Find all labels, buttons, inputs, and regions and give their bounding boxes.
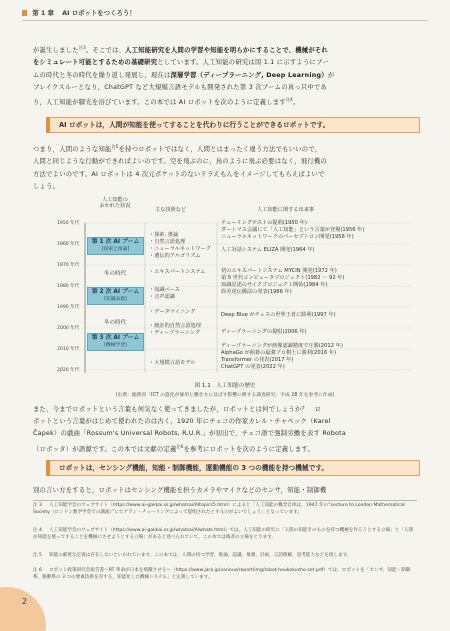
header-rule [22,20,428,21]
winter-label: 冬の時代 [103,320,127,326]
boom-sub: (知識表現) [104,297,127,302]
boom-label: 第 3 次 AI ブーム [91,335,140,341]
tech-item: ・探索, 推論 [149,232,179,238]
boom-sub: (探索と推論) [101,247,130,252]
p1-text: ブレイクスルーとなり，ChatGPT など大規模言語モデルも開発された第 3 次ブームの真っ只中であ [33,83,328,91]
footnote-ref-5: 注5 [111,144,119,149]
figure-source: (出典：総務省「ICT の進化が雇用と働き方に及ぼす影響に関する調査研究」平成 28 年を参考に作成) [115,393,335,398]
year-label: 1980 年代 [57,284,80,289]
event-item: ダートマス会議にて「人工知能」という言葉が登場(1956 年) [221,227,365,233]
tech-item: ・遺伝的アルゴリズム [149,253,201,259]
year-label: 1950 年代 [57,221,80,226]
tech-item: ・音声認識 [149,294,175,300]
year-label: 1990 年代 [57,305,80,310]
paragraph-2 [33,141,417,193]
year-label: 2010 年代 [57,347,80,352]
p1-bold-text: 人工知能研究を人間の学習や知能を明らかにすることで、機械がそれ [125,47,328,55]
tech-item: ・知識ベース [149,287,180,293]
footnote-5 [33,553,417,560]
col-header-events: 人工知能に関する出来事 [257,207,315,213]
event-item: 初のエキスパートシステム MYCIN 開発(1972 年) [221,268,337,274]
corner-decoration [0,587,46,631]
event-item: 知識記述のサイクプロジェクト開始(1984 年) [221,282,328,288]
tech-item: ・自然言語処理 [149,239,186,245]
footnote-text: 知能の厳密な定義は存在しないといわれています。この本では，人間の持つ学習，推論，認識，推測，計画，言語理解，思考能力などを指します。 [49,553,352,558]
footnote-3 [33,503,417,516]
tech-item: ・ニューラルネットワーク [149,246,211,252]
p1-text: り，人工知能が脚光を浴びています。この本では AI ロボットを次のように定義します [33,99,286,106]
definition-box-ai-robot [46,117,420,133]
p3-text: また，今までロボットという言葉も何気なく使ってきましたが，ロボットとは何でしょうか？ ロ [33,406,322,413]
event-item: ChatGPT の発表(2022 年) [221,364,285,370]
event-item: ディープラーニングが画像認識精度で圧勝(2012 年) [221,343,343,349]
paragraph-3 [33,404,417,456]
footnote-label: 注 6 [33,568,42,573]
definition-box-robot [46,460,420,476]
event-item: 第 5 世代コンピュータプロジェクト(1982 ～ 92 年) [221,275,345,281]
boom-sub: (機械学習) [104,343,127,348]
footnote-6 [33,568,417,581]
footnote-label: 注 4 [33,528,42,533]
boom-label: 第 2 次 AI ブーム [91,289,140,295]
p1-text: としています。人工知能の研究は図 1.1 に示すようにブー [157,59,329,67]
p3-text: （ロボッタ）が語源です。この本では文献の定義 [33,445,177,453]
p3-text: ボットという言葉がはじめて使われたのは古く，1920 年にチェコの作家カレル・チャペック（Karel [33,418,331,426]
tech-item: ・エキスパートシステム [149,269,206,275]
p2-text: 人間と同じような行動ができればよいのです。空を飛ぶのに，鳥のように飛ぶ必要はなく，飛行機の [33,158,327,166]
p2-text: つまり，人間のような知能 [33,146,112,154]
year-label: 2020 年代 [57,368,80,373]
p2-text: しょう。 [33,182,60,190]
definition-text: AI ロボットは，人間が知能を使ってすることを代わりに行うことができるロボットです。 [59,121,330,129]
footnote-text: 人工知能学会のウェブサイト（https://www.ai-gakkai.or.jp/whatsai/AIwhats.html）では，人工知能の研究に「人間の知能そのものを持つ機械を作ろうとする立場」と「人間が知能を使ってすることを機械にさせようとする立場」があると述べられていて，この本では後者の立場をとります。 [33,528,414,540]
p1-bold-text: 深層学習（ディープラーニング, Deep Learning） [170,71,328,79]
p1-text: 。そこでは、 [85,47,126,55]
year-label: 1970 年代 [57,263,80,268]
definition-text: ロボットは，センシング機能，知能・制御機能，運動機能の 3 つの機能を持つ機械です。 [59,464,329,472]
boom-block-2 [87,287,144,305]
footnote-label: 注 5 [33,553,42,558]
event-item: Transformer の発表(2017 年) [221,357,294,363]
p2-text: を持つロボットではなく，人間とはまったく違う方法でもいいので， [118,146,322,154]
p1-bold-text: をシミュレート可能とするための基礎研究 [33,59,158,67]
footnote-text: ロボット政策研究会報告書～RT 革命が日本を飛躍させる～（https://www.jara.jp/various/report/img/robot-houkokusho-set.pdf）では，ロボットを「センサ，知能・制御系，駆動系の 3 つの要素技術を有する，知能化した機械システム」と定義しています。 [33,568,411,580]
tech-item: ・大規模言語モデル [149,360,196,366]
boom-label: 第 1 次 AI ブーム [91,239,140,245]
page-number: 2 [22,597,28,606]
running-header [22,8,136,17]
footnote-4 [33,528,417,541]
tech-item: ・統計的自然言語処理 [149,323,201,329]
chapter-title: AI ロボットをつくろう！ [62,9,136,17]
col-header-situation: 人工知能の おかれた状況 [99,197,131,209]
footnote-text: 人工知能学会のウェブサイト（https://www.ai-gakkai.or.jp/whatsai/AItopics5.html）によると「人工知能の概念自体は，1947 年の“Lecture to London Mathematical Society（ロンドン数学学会での講演）”にてアラン・チューリングによって提唱されたとするのがよいでしょう」となっています。 [33,503,405,515]
footnote-ref-3: 注3 [78,45,86,50]
paragraph-4: 別の言い方をすると，ロボットはセンシング機能を担うカメラやマイクなどのセンサ，知能・制御機 [33,487,327,494]
p2-text: 方法でよいのです。AI ロボットは 4 次元ポケットのないドラえもんをイメージしてもらえばよいで [33,170,325,178]
event-item: チューリングテストの提唱(1950 年) [221,220,307,226]
p3-text: を参考にロボットを次のように定義します。 [183,445,315,453]
footnote-label: 注 3 [33,503,42,508]
footnote-ref-4: 注4 [285,96,293,102]
p3-text: Čapek）の戯曲「Rossum's Universal Robots, R.U.R.」が初出で，チェコ語で強制労働を表す Robota [33,430,346,438]
tech-item: ・ディープラーニング [149,330,201,336]
p1-text: ムの時代と冬の時代を繰り返し発展し，現在は [33,71,171,79]
definition-marker [46,117,50,133]
footnote-rule [33,500,417,501]
chapter-label: 第 1 章 [32,9,54,17]
event-item: AlphaGo が囲碁の最強プロ棋士に勝利(2016 年) [221,350,337,356]
winter-label: 冬の時代 [103,271,127,277]
boom-block-1 [87,237,144,255]
header-marker [22,10,27,16]
year-label: 2000 年代 [57,326,80,331]
year-label: 1960 年代 [57,242,80,247]
footnote-ref-6: 注6 [176,443,184,449]
event-item: 誤差逆伝播法の発表(1986 年) [221,289,292,295]
event-item: ニューラルネットワークのパーセプトロン開発(1958 年) [221,234,354,240]
event-item: 人工対話システム ELIZA 開発(1964 年) [221,247,315,253]
ai-history-figure [57,197,412,377]
p1-text: 。 [292,99,300,106]
tech-item: ・データマイニング [149,309,196,315]
event-item: Deep Blue がチェスの世界王者に勝利(1997 年) [221,312,336,318]
paragraph-1 [33,42,417,109]
figure-caption: 図 1.1 人工知能の歴史 [194,383,256,389]
definition-marker [46,460,50,476]
p1-text: が誕生しました [33,47,79,55]
col-header-tech: 主な技術など [155,207,187,213]
p1-text: が [327,71,335,79]
event-item: ディープラーニングの提唱(2006 年) [221,329,307,335]
boom-block-3 [87,333,144,351]
